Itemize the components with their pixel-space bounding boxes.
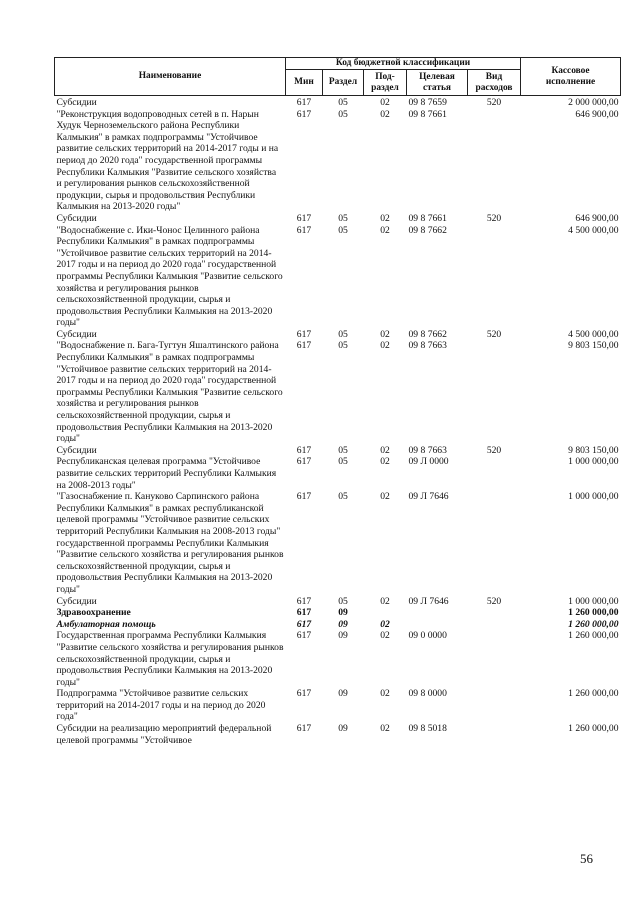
cell-razdel: 05 [338,595,348,607]
cell-vid: 520 [486,212,502,224]
table-row [55,619,621,631]
cell-min: 617 [296,688,312,700]
cell-min: 617 [296,224,312,236]
table-row [55,723,621,746]
cell-amount: 1 000 000,00 [568,595,619,607]
cell-vid [468,456,521,491]
cell-vid [468,109,521,213]
cell-amount: 4 500 000,00 [568,224,619,236]
cell-min: 617 [296,340,312,352]
cell-min: 617 [296,97,312,108]
cell-podrazdel: 02 [380,618,390,630]
table-row [55,607,621,619]
cell-min: 617 [296,607,312,619]
cell-min: 617 [296,456,312,468]
cell-razdel: 09 [338,618,348,630]
cell-podrazdel: 02 [380,595,390,607]
cell-vid [468,688,521,723]
cell-min: 617 [296,444,312,456]
cell-name: Субсидии на реализацию мероприятий федеральной целевой программы "Устойчивое [56,723,272,746]
cell-amount: 1 260 000,00 [568,618,619,630]
cell-min: 617 [296,723,312,735]
cell-amount: 4 500 000,00 [568,328,619,340]
cell-vid: 520 [486,595,502,607]
cell-name: Республиканская целевая программа "Устойчивое развитие сельских территорий Республики Калмыкия на 2008-2013 годы" [56,456,277,491]
cell-status [407,619,468,631]
cell-razdel: 05 [338,224,348,236]
cell-vid: 520 [486,328,502,340]
cell-name: Субсидии [56,212,97,224]
cell-podrazdel: 02 [380,444,390,456]
cell-vid [468,340,521,444]
cell-razdel: 09 [338,630,348,642]
cell-amount: 9 803 150,00 [568,444,619,456]
cell-podrazdel: 02 [380,491,390,503]
cell-name: Здравоохранение [56,607,131,619]
table-row [55,445,621,457]
cell-razdel: 09 [338,723,348,735]
cell-vid [468,607,521,619]
cell-amount: 2 000 000,00 [568,97,619,108]
cell-amount: 1 000 000,00 [568,491,619,503]
cell-podrazdel [364,607,407,619]
budget-table [54,57,621,746]
cell-status: 09 0 0000 [408,630,447,642]
cell-razdel: 05 [338,491,348,503]
cell-podrazdel: 02 [380,456,390,468]
cell-min: 617 [296,618,312,630]
table-row [55,630,621,688]
cell-podrazdel: 02 [380,723,390,735]
cell-amount: 9 803 150,00 [568,340,619,352]
table-row [55,96,621,109]
cell-razdel: 05 [338,212,348,224]
cell-status [407,607,468,619]
cell-status: 09 8 7659 [408,97,447,108]
cell-podrazdel: 02 [380,97,390,108]
header-razdel: Раздел [323,70,364,96]
cell-min: 617 [296,595,312,607]
cell-podrazdel: 02 [380,224,390,236]
cell-razdel: 05 [338,456,348,468]
cell-status: 09 Л 0000 [408,456,449,468]
cell-name: Подпрограмма "Устойчивое развитие сельских территорий на 2014-2017 годы и на период до 2020 года" [56,688,266,723]
cell-min: 617 [296,328,312,340]
table-row [55,688,621,723]
header-podrazdel: Под- раздел [364,70,407,96]
cell-name: "Газоснабжение п. Кануково Сарпинского района Республики Калмыкия" в рамках республиканской целевой программы "Устойчивое развитие сельских территорий Республики Калмыкия на 2008-2013 годы" государственной программы Республики Калмыкия "Развитие сельского хозяйства и регулирования рынков сельскохозяйственной продукции, сырья и продовольствия Республики Калмыкия на 2013-2020 годы" [56,491,284,595]
cell-min: 617 [296,212,312,224]
cell-vid [468,630,521,688]
cell-name: Амбулаторная помощь [56,618,156,630]
cell-vid [468,723,521,746]
header-amount: Кассовое исполнение [521,58,621,96]
cell-min: 617 [296,108,312,120]
table-row [55,491,621,595]
cell-amount: 1 260 000,00 [568,630,619,642]
header-min: Мин [286,70,323,96]
cell-status: 09 8 7663 [408,340,447,352]
cell-status: 09 8 0000 [408,688,447,700]
cell-name: "Реконструкция водопроводных сетей в п. Нарын Худук Черноземельского района Республики Калмыкия" в рамках подпрограммы "Устойчивое развитие сельских территорий на 2014-2017 годы и на период до 2020 года" государственной программы Республики Калмыкия "Развитие сельского хозяйства и регулирования рынков сельскохозяйственной продукции, сырья и продовольствия Республики Калмыкия на 2013-2020 годы" [56,108,279,213]
cell-status: 09 8 7662 [408,224,447,236]
table-row [55,109,621,213]
table-row [55,213,621,225]
cell-razdel: 09 [338,607,348,619]
cell-name: Субсидии [56,97,97,108]
cell-razdel: 05 [338,340,348,352]
header-status: Целевая статья [407,70,468,96]
cell-status: 09 8 7663 [408,444,447,456]
cell-razdel: 05 [338,97,348,108]
cell-amount: 1 000 000,00 [568,456,619,468]
table-row [55,596,621,608]
cell-status: 09 8 7661 [408,108,447,120]
cell-amount: 1 260 000,00 [568,723,619,735]
cell-name: "Водоснабжение п. Бага-Тугтун Яшалтинского района Республики Калмыкия" в рамках подпрограммы "Устойчивое развитие сельских территорий на 2014-2017 годы и на период до 2020 года" государственной программы Республики Калмыкия "Развитие сельского хозяйства и регулирования рынков сельскохозяйственной продукции, сырья и продовольствия Республики Калмыкия на 2013-2020 годы" [56,340,283,445]
cell-amount: 646 900,00 [575,212,619,224]
cell-vid: 520 [486,97,502,108]
cell-podrazdel: 02 [380,340,390,352]
header-name: Наименование [55,58,286,96]
cell-podrazdel: 02 [380,688,390,700]
header-code-group: Код бюджетной классификации [286,58,521,70]
table-body [55,96,621,747]
cell-status: 09 8 7661 [408,212,447,224]
cell-status: 09 Л 7646 [408,595,449,607]
header-vid: Вид расходов [468,70,521,96]
cell-name: Государственная программа Республики Калмыкия "Развитие сельского хозяйства и регулирования рынков сельскохозяйственной продукции, сырья и продовольствия Республики Калмыкия на 2013-2020 годы" [56,630,284,688]
table-row [55,456,621,491]
cell-razdel: 09 [338,688,348,700]
cell-vid [468,491,521,595]
cell-amount: 1 260 000,00 [568,688,619,700]
cell-name: Субсидии [56,595,97,607]
cell-podrazdel: 02 [380,328,390,340]
cell-name: "Водоснабжение с. Ики-Чонос Целинного района Республики Калмыкия" в рамках подпрограммы "Устойчивое развитие сельских территорий на 2014-2017 годы и на период до 2020 года" государственной программы Республики Калмыкия "Развитие сельского хозяйства и регулирования рынков сельскохозяйственной продукции, сырья и продовольствия Республики Калмыкия на 2013-2020 годы" [56,224,283,329]
cell-vid [468,225,521,329]
table-row [55,225,621,329]
cell-min: 617 [296,630,312,642]
cell-razdel: 05 [338,108,348,120]
cell-podrazdel: 02 [380,212,390,224]
cell-min: 617 [296,491,312,503]
cell-vid [468,619,521,631]
cell-status: 09 8 5018 [408,723,447,735]
cell-vid: 520 [486,444,502,456]
cell-razdel: 05 [338,328,348,340]
cell-razdel: 05 [338,444,348,456]
table-row [55,340,621,444]
cell-amount: 646 900,00 [575,108,619,120]
cell-name: Субсидии [56,328,97,340]
cell-status: 09 Л 7646 [408,491,449,503]
cell-podrazdel: 02 [380,630,390,642]
cell-podrazdel: 02 [380,108,390,120]
cell-status: 09 8 7662 [408,328,447,340]
cell-name: Субсидии [56,444,97,456]
cell-amount: 1 260 000,00 [568,607,619,619]
table-row [55,329,621,341]
page-number: 56 [580,851,593,866]
